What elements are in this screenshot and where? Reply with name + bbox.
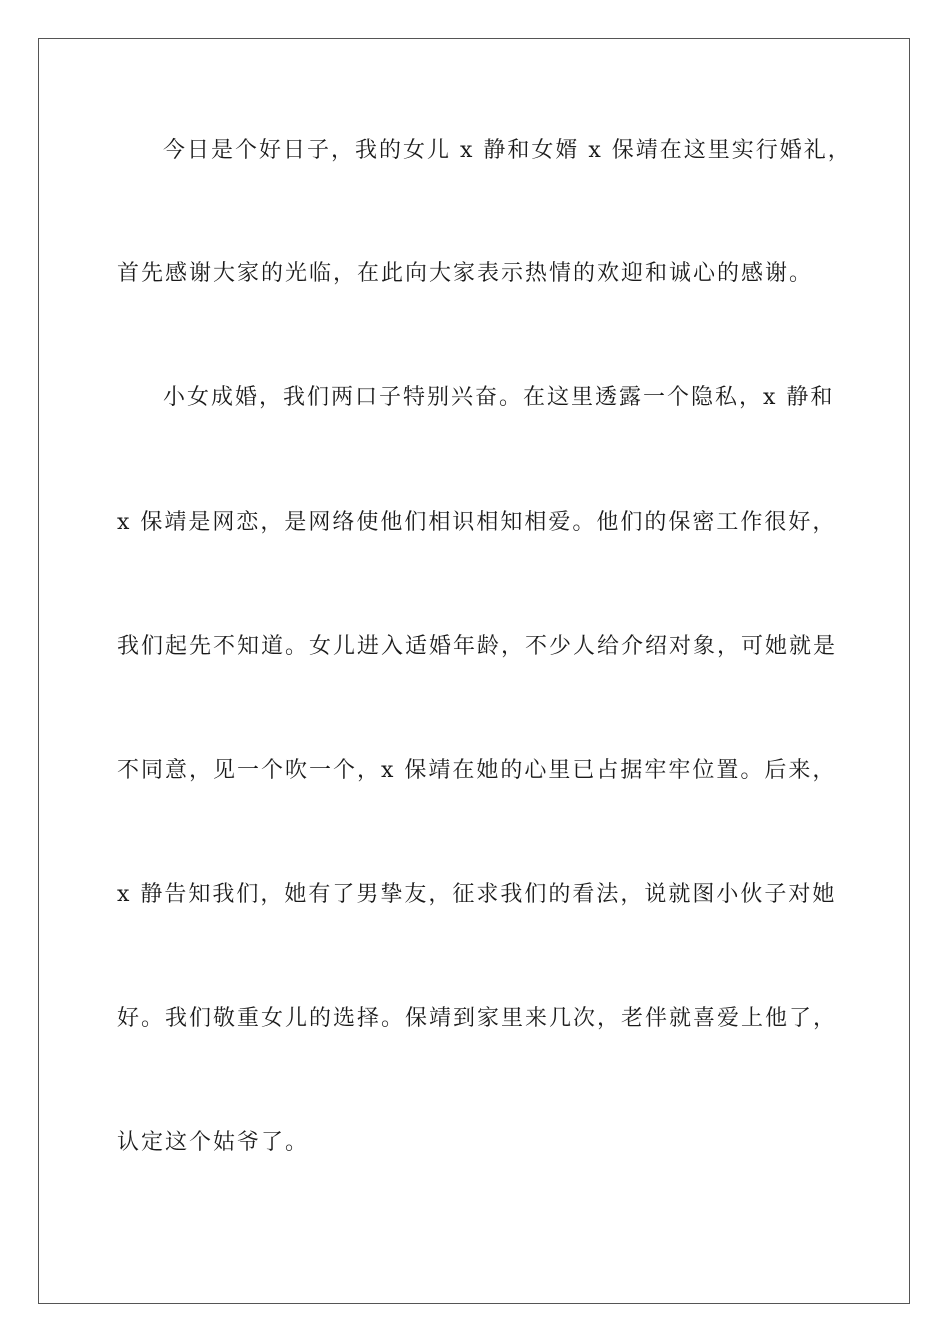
paragraph-2-line-1: 小女成婚，我们两口子特别兴奋。在这里透露一个隐私，x 静和: [163, 385, 835, 410]
page-frame: [38, 38, 910, 1304]
paragraph-2-line-5: x 静告知我们，她有了男挚友，征求我们的看法，说就图小伙子对她: [117, 882, 837, 907]
paragraph-2-line-7: 认定这个姑爷了。: [117, 1130, 310, 1155]
paragraph-2-line-3: 我们起先不知道。女儿进入适婚年龄，不少人给介绍对象，可她就是: [117, 634, 838, 659]
paragraph-1-line-2: 首先感谢大家的光临，在此向大家表示热情的欢迎和诚心的感谢。: [117, 261, 814, 286]
paragraph-2-line-2: x 保靖是网恋，是网络使他们相识相知相爱。他们的保密工作很好，: [117, 510, 837, 535]
paragraph-2-line-4: 不同意，见一个吹一个，x 保靖在她的心里已占据牢牢位置。后来，: [117, 758, 837, 783]
paragraph-2-line-6: 好。我们敬重女儿的选择。保靖到家里来几次，老伴就喜爱上他了，: [117, 1006, 838, 1031]
paragraph-1-line-1: 今日是个好日子，我的女儿 x 静和女婿 x 保靖在这里实行婚礼，: [163, 138, 852, 163]
